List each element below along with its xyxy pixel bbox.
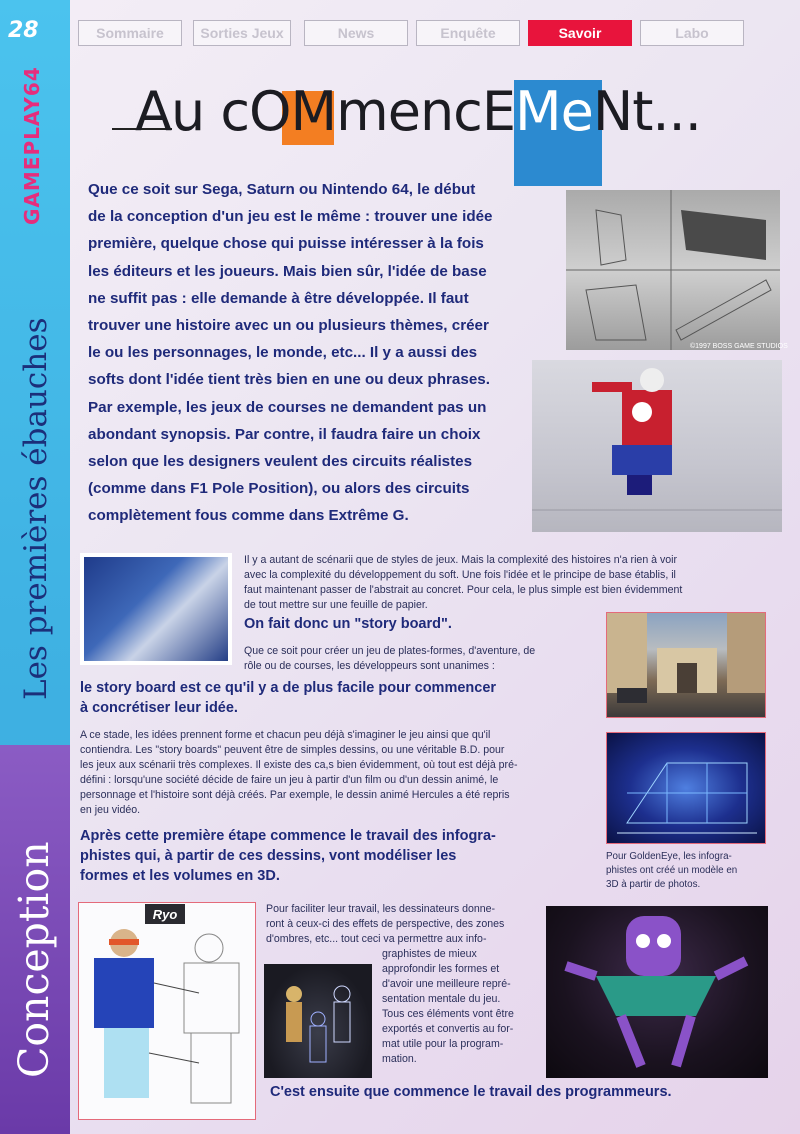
caption-line: phistes ont créé un modèle en <box>606 865 738 876</box>
body-line: exportés et convertis au for- <box>382 1023 514 1035</box>
tab-labo[interactable]: Labo <box>640 20 744 46</box>
body-line: faut maintenant passer de l'abstrait au concret. Pour cela, le plus simple est bien évidemment <box>244 584 683 596</box>
intro-line: softs dont l'idée tient très bien en une ou deux phrases. <box>88 371 490 389</box>
body-line: Pour faciliter leur travail, les dessinateurs donne- <box>266 903 496 915</box>
body-line: sentation mentale du jeu. <box>382 993 501 1005</box>
intro-line: (comme dans F1 Pole Position), ou alors des circuits <box>88 480 470 498</box>
topic-title: Conception <box>10 841 58 1078</box>
tab-sorties-jeux[interactable]: Sorties Jeux <box>193 20 291 46</box>
snowboarder-render <box>532 360 782 532</box>
tab-enquete[interactable]: Enquête <box>416 20 520 46</box>
caption-line: 3D à partir de photos. <box>606 879 701 890</box>
intro-line: de la conception d'un jeu est le même : trouver une idée <box>88 208 493 226</box>
subhead-line: le story board est ce qu'il y a de plus facile pour commencer <box>80 680 497 696</box>
body-line: Tous ces éléments vont être <box>382 1008 514 1020</box>
body-line: mation. <box>382 1053 417 1065</box>
body-line: graphistes de mieux <box>382 948 477 960</box>
tab-sommaire[interactable]: Sommaire <box>78 20 182 46</box>
intro-line: les éditeurs et les joueurs. Mais bien sûr, l'idée de base <box>88 262 487 280</box>
body-block-2 <box>244 644 604 674</box>
title-part-5: Nt... <box>592 80 701 143</box>
wireframe-screenshot <box>566 190 780 350</box>
body-line: A ce stade, les idées prennent forme et chacun peu déjà s'imaginer le jeu ainsi que qu'il <box>80 729 491 741</box>
caption-line: Pour GoldenEye, les infogra- <box>606 851 732 862</box>
subhead-concretiser <box>80 678 496 718</box>
street-photo <box>606 612 766 718</box>
body-line: personnage et l'histoire sont déjà créés. Par exemple, le dessin animé Hercules a été repris <box>80 789 510 801</box>
intro-line: abondant synopsis. Par contre, il faudra faire un choix <box>88 425 481 443</box>
body-line: Il y a autant de scénarii que de styles de jeux. Mais la complexité des histoires n'a rien à voir <box>244 554 678 566</box>
title-part-2: OMm <box>249 80 388 143</box>
section-nav <box>78 20 748 46</box>
intro-line: première, quelque chose qui puisse intéresser à la fois <box>88 235 484 253</box>
tab-news[interactable]: News <box>304 20 408 46</box>
intro-line: complètement fous comme dans Extrême G. <box>88 507 409 525</box>
subhead-story-board <box>244 614 452 634</box>
subhead-line: formes et les volumes en 3D. <box>80 868 280 884</box>
body-line: avec la complexité du développement du soft. Une fois l'idée et le principe de base établis, il <box>244 569 676 581</box>
3d-models-render <box>264 964 372 1078</box>
closing-line: C'est ensuite que commence le travail des programmeurs. <box>270 1084 672 1100</box>
body-line: approfondir les formes et <box>382 963 500 975</box>
monster-render <box>546 906 768 1078</box>
page-title <box>135 80 701 143</box>
subhead-infographistes <box>80 826 496 886</box>
intro-line: trouver une histoire avec un ou plusieurs thèmes, créer <box>88 317 489 335</box>
body-line: ront à ceux-ci des effets de perspective, des zones <box>266 918 505 930</box>
magazine-logo: GAMEPLAY64 <box>20 66 44 225</box>
intro-line: le ou les personnages, le monde, etc... Il y a aussi des <box>88 344 478 362</box>
intro-line: Par exemple, les jeux de courses ne demandent pas un <box>88 398 487 416</box>
body-line: de tout mettre sur une feuille de papier. <box>244 599 428 611</box>
intro-paragraph <box>88 176 518 530</box>
subhead-line: phistes qui, à partir de ces dessins, vont modéliser les <box>80 848 457 864</box>
page-number: 28 <box>8 18 39 43</box>
title-part-1: Au c <box>135 80 250 143</box>
intro-line: selon que les designers veulent des circuits réalistes <box>88 453 473 471</box>
subhead-line: Après cette première étape commence le travail des infogra- <box>80 828 496 844</box>
body-line: d'ombres, etc... tout ceci va permettre aux info- <box>266 933 487 945</box>
intro-line: ne suffit pas : elle demande à être développée. Il faut <box>88 289 469 307</box>
body-line: en jeu vidéo. <box>80 804 141 816</box>
storyboard-photo <box>80 553 232 665</box>
body-line: rôle ou de courses, les développeurs sont unanimes : <box>244 660 495 672</box>
ryo-character-sheet <box>78 902 256 1120</box>
body-line: Que ce soit pour créer un jeu de plates-formes, d'aventure, de <box>244 645 536 657</box>
subhead-line: On fait donc un "story board". <box>244 616 452 632</box>
body-line: les jeux aux scénarii très complexes. Il existe des ca,s bien évidemment, où tout est déjà pré- <box>80 759 518 771</box>
tab-savoir[interactable]: Savoir <box>528 20 632 46</box>
body-line: défini : lorsqu'une société décide de faire un jeu à partir d'un film ou d'un dessin animé, le <box>80 774 499 786</box>
copyright-watermark: ©1997 BOSS GAME STUDIOS <box>690 343 788 350</box>
ryo-label: Ryo <box>145 904 185 924</box>
title-part-3: encE <box>387 80 515 143</box>
subhead-line: à concrétiser leur idée. <box>80 700 238 716</box>
body-block-1 <box>244 553 774 613</box>
body-line: d'avoir une meilleure repré- <box>382 978 511 990</box>
body-block-3 <box>80 728 600 818</box>
goldeneye-wireframe <box>606 732 766 844</box>
body-line: mat utile pour la program- <box>382 1038 504 1050</box>
intro-line: Que ce soit sur Sega, Saturn ou Nintendo 64, le début <box>88 181 476 198</box>
body-line: contiendra. Les "story boards" peuvent être de simples dessins, ou une véritable B.D. pour <box>80 744 505 756</box>
title-part-4: Me <box>515 80 593 143</box>
section-title: Les premières ébauches <box>18 317 54 700</box>
goldeneye-caption <box>606 850 770 892</box>
